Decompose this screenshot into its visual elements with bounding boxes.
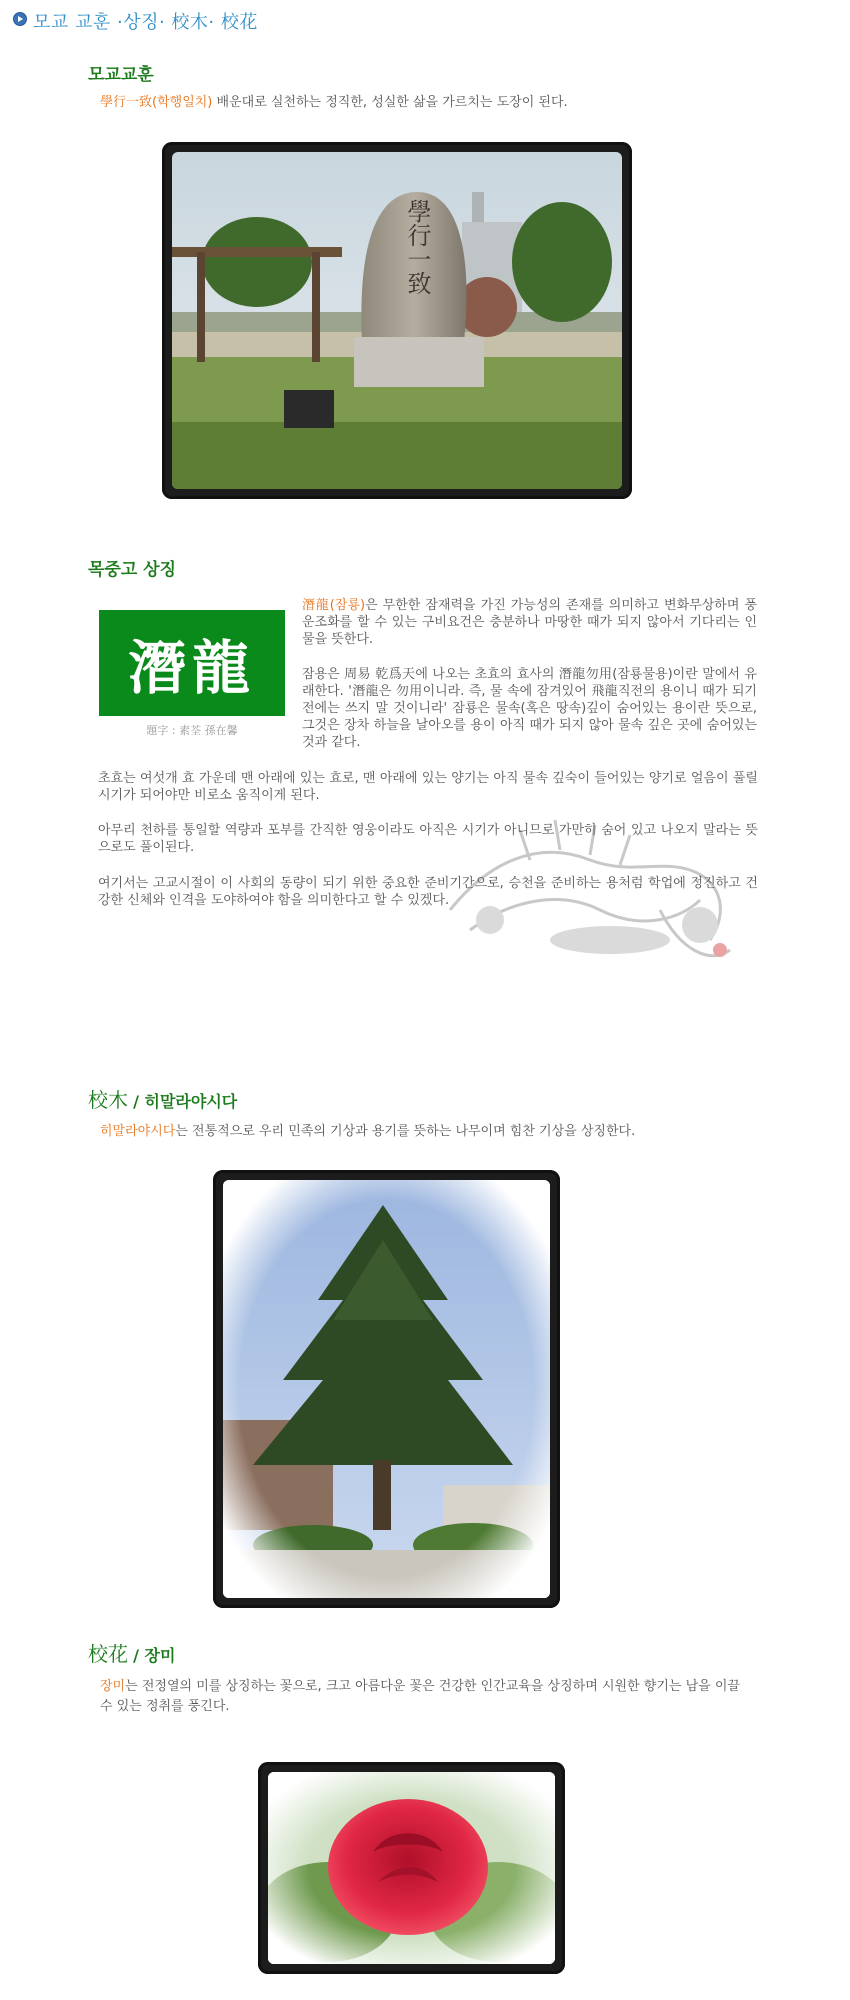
motto-body: 배운대로 실천하는 정직한, 성실한 삶을 가르치는 도장이 된다. [212,95,568,110]
tree-title [88,1084,237,1113]
motto-photo [162,142,632,499]
flower-body: 는 전정열의 미를 상징하는 꽃으로, 크고 아름다운 꽃은 건강한 인간교육을 상징하며 시원한 향기는 남을 이끌 수 있는 정취를 풍긴다. [100,1679,740,1714]
flower-highlight: 장미 [100,1679,126,1694]
symbol-highlight: 潛龍(잠룡) [302,598,366,613]
symbol-paragraph-5: 여기서는 고교시절이 이 사회의 동량이 되기 위한 중요한 준비기간으로, 승천을 준비하는 용처럼 학업에 정진하고 건강한 신체와 인격을 도야하여야 함을 의미한다고 할 수 있겠다. [98,876,758,908]
tree-photo [213,1170,560,1608]
tree-title-main: 校木 [88,1088,128,1112]
page-title: 모교 교훈 ·상징· 校木· 校花 [33,12,258,33]
flower-title-sub: / 장미 [133,1646,176,1665]
motto-stone-label: 學行一致 [403,199,431,295]
symbol-logo [99,610,285,716]
rose-image [268,1772,555,1964]
motto-title: 모교교훈 [88,65,154,85]
symbol-paragraph-2: 잠용은 周易 乾爲天에 나오는 초효의 효사의 潛龍勿用(잠룡물용)이란 말에서 유래한다. '潛龍은 勿用이니라. 즉, 물 속에 잠겨있어 飛龍직전의 용이니 때가 되기 전에는 쓰지 말 것이니라' 잠룡은 물속(혹은 땅속)깊이 숨어있는 용이란 뜻으로, 그것은 장차 하늘을 날아오를 용이 아직 때가 되지 않아 물속 깊은 곳에 숨어있는 것과 같다. [302,667,757,750]
motto-stone-image [172,152,622,489]
motto-text [100,94,800,111]
symbol-paragraph-4: 아무리 천하를 통일할 역량과 포부를 간직한 영웅이라도 아직은 시기가 아니므로 가만히 숨어 있고 나오지 말라는 뜻으로도 풀이된다. [98,823,758,855]
bullet-icon [13,12,27,26]
tree-highlight: 히말라야시다 [100,1124,176,1139]
tree-text [100,1123,800,1140]
tree-body: 는 전통적으로 우리 민족의 기상과 용기를 뜻하는 나무이며 힘찬 기상을 상징한다. [175,1124,636,1139]
cedar-tree-image [223,1180,550,1598]
tree-title-sub: / 히말라야시다 [133,1092,238,1111]
flower-photo [258,1762,565,1974]
symbol-paragraph-1 [302,597,757,648]
symbol-paragraph-3: 초효는 여섯개 효 가운데 맨 아래에 있는 효로, 맨 아래에 있는 양기는 아직 물속 깊숙이 들어있는 양기로 얼음이 풀릴 시기가 되어야만 비로소 움직이게 된다. [98,771,758,803]
flower-text [100,1677,740,1717]
symbol-logo-text: 潛龍 [127,634,256,702]
motto-highlight: 學行一致(학행일치) [100,95,213,110]
symbol-logo-caption: 題字 : 素荃 孫在馨 [146,724,238,737]
symbol-title: 목중고 상징 [88,560,177,580]
flower-title-main: 校花 [88,1642,128,1666]
flower-title [88,1638,175,1667]
symbol-p1-body: 은 무한한 잠재력을 가진 가능성의 존재를 의미하고 변화무상하며 풍운조화를 할 수 있는 구비요건은 충분하나 마땅한 때가 되지 않아서 기다리는 인물을 뜻한다. [302,598,757,647]
